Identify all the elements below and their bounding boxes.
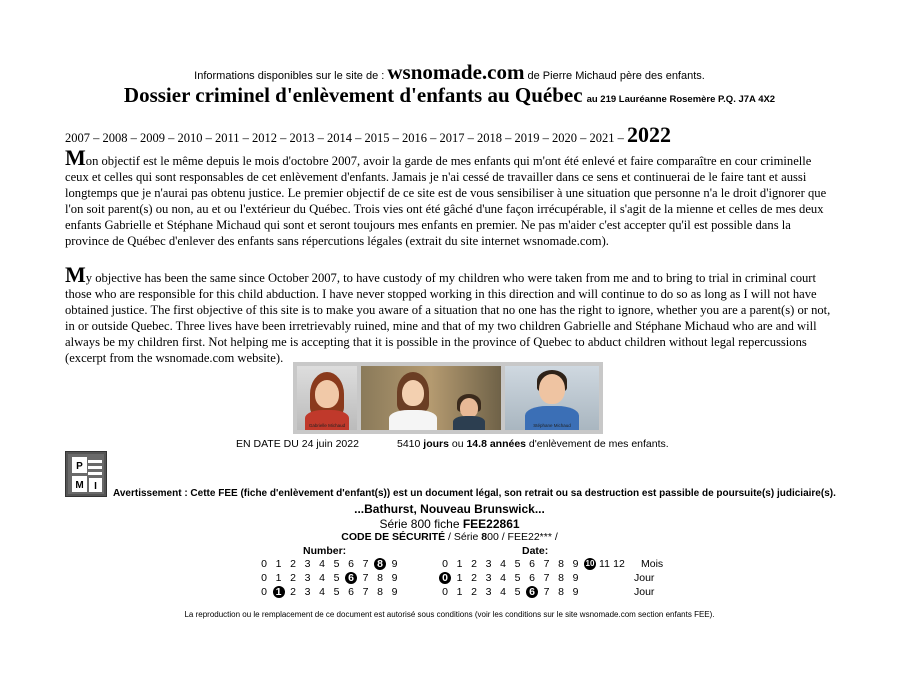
years-count: 14.8 années (466, 438, 527, 450)
legal-warning: Avertissement : Cette FEE (fiche d'enlèvement d'enfant(s)) est un document légal, son retrait ou sa destruction est passible de poursuite(s) judiciaire(s). (113, 488, 836, 499)
date-digit: 7 (543, 558, 550, 570)
number-digit: 7 (362, 572, 369, 584)
footer-note: La reproduction ou le remplacement de ce document est autorisé sous conditions (voir les conditions sur le site wsnomade.com section enfants FEE). (184, 610, 715, 619)
date-digit: 0 (439, 572, 451, 584)
security-rest-b: 8 (481, 531, 488, 543)
number-digit: 9 (391, 586, 398, 598)
date-digit: 4 (500, 572, 506, 584)
number-digit: 8 (374, 558, 386, 570)
serie-line (0, 517, 899, 531)
number-digit: 1 (273, 586, 285, 598)
paragraph-english (65, 262, 835, 366)
date-digit: 11 (599, 558, 610, 570)
number-digit: 4 (319, 558, 325, 570)
date-digit: 2 (471, 586, 477, 598)
date-digit: 7 (543, 586, 550, 598)
info-line (0, 60, 899, 85)
paragraph-french (65, 145, 835, 249)
date-row-label: Jour (634, 586, 655, 598)
paragraph-english-text: y objective has been the same since October 2007, to have custody of my children who were taken from me and to bring to trial in criminal court those who are responsible for this child abduction. I have never stopped working in this direction and will continue to do so as long as I will not have obtained justice. The first objective of this site is to make you aware of a situation that no one has the right to ignore, whether you are a parent(s) or not, in or outside Quebec. Three lives have been irretrievably ruined, mine and that of my two children Gabrielle and Stéphane Michaud who are and will always be my children first. Not helping me is accepting that it is possible in the province of Quebec to abduct children without legal repercussions (excerpt from the wsnomade.com website). (65, 271, 831, 365)
pmi-letter-i: I (94, 481, 97, 492)
or-word: ou (448, 438, 467, 450)
caption-right: Stéphane Michaud (533, 423, 571, 428)
number-digit: 1 (275, 558, 282, 570)
date-digit: 5 (514, 572, 521, 584)
number-digit: 9 (391, 572, 398, 584)
date-digit: 3 (485, 558, 492, 570)
info-prefix: Informations disponibles sur le site de : (194, 70, 388, 82)
number-digit: 4 (319, 586, 325, 598)
date-digit: 7 (543, 572, 550, 584)
security-rest-a: / Série (445, 531, 482, 543)
date-digit: 1 (456, 572, 463, 584)
number-digit: 3 (304, 558, 311, 570)
address: au 219 Lauréanne Rosemère P.Q. J7A 4X2 (586, 94, 776, 105)
date-row-label: Jour (634, 572, 655, 584)
fiche-code: FEE22861 (462, 517, 520, 531)
number-digit: 4 (319, 572, 325, 584)
date-label: EN DATE DU 24 juin 2022 (236, 438, 359, 450)
number-digit: 0 (261, 558, 267, 570)
number-digit: 7 (362, 586, 369, 598)
security-code-line (0, 531, 899, 543)
current-year: 2022 (627, 122, 672, 147)
place-line: ...Bathurst, Nouveau Brunswick... (354, 502, 545, 516)
date-row-label: Mois (641, 558, 664, 570)
number-digit: 5 (333, 558, 340, 570)
number-digit: 9 (391, 558, 398, 570)
duration (397, 438, 669, 450)
number-digit: 7 (362, 558, 369, 570)
title-line (0, 83, 899, 108)
number-digit: 0 (261, 572, 267, 584)
serie-prefix: Série 800 fiche (379, 517, 463, 531)
duration-suffix: d'enlèvement de mes enfants. (526, 438, 669, 450)
years-list: 2007 – 2008 – 2009 – 2010 – 2011 – 2012 – 2013 – 2014 – 2015 – 2016 – 2017 – 2018 – 2019 – 2020 – 2021 – (65, 131, 628, 145)
date-digit: 2 (471, 572, 477, 584)
photo-two-children (361, 366, 501, 430)
number-digit: 2 (290, 586, 296, 598)
site-link[interactable]: wsnomade.com (387, 60, 525, 84)
security-label: CODE DE SÉCURITÉ (341, 531, 446, 543)
number-digit: 8 (377, 572, 383, 584)
info-suffix: de Pierre Michaud père des enfants. (524, 70, 705, 82)
number-digit: 5 (333, 572, 340, 584)
date-digit: 8 (558, 558, 564, 570)
date-digit: 9 (572, 572, 579, 584)
date-digit: 12 (613, 558, 625, 570)
number-digit: 5 (333, 586, 340, 598)
security-rest-c: 00 / FEE22*** / (487, 531, 558, 543)
date-digit: 3 (485, 586, 492, 598)
page-title: Dossier criminel d'enlèvement d'enfants au Québec (123, 83, 583, 107)
years-line (65, 122, 671, 148)
photo-stephane (505, 366, 599, 430)
date-digit: 1 (456, 558, 463, 570)
drop-cap-french: M (65, 145, 86, 170)
paragraph-french-text: on objectif est le même depuis le mois d'octobre 2007, avoir la garde de mes enfants qui m'ont été enlevé et faire comparaître en cour criminelle ceux et celles qui sont responsables de cet enlèvement d'enfants. Jamais je n'ai cessé de travailler dans ce sens et continuerai de le faire tant et aussi longtemps que je n'aurai pas obtenu justice. Le premier objectif de ce site est de vous sensibiliser à une situation que personne n'a le droit d'ignorer que l'on soit parent(s) ou non, au et ou l'extérieur du Québec. Trois vies ont été gâché d'une façon irrécupérable, il s'agit de la mienne et celles de mes deux enfants Gabrielle et Stéphane Michaud qui sont et seront toujours mes enfants en premier. Ne pas m'aider c'est accepter qu'il est possible dans la province de Québec d'enlever des enfants sans répercutions légales (extrait du site internet wsnomade.com). (65, 154, 827, 248)
date-digit: 0 (442, 586, 448, 598)
date-digit: 10 (585, 559, 595, 568)
number-digit: 2 (290, 572, 296, 584)
photo-gabrielle (297, 366, 357, 430)
children-photo (293, 362, 603, 434)
date-digit: 6 (526, 586, 538, 598)
date-digit: 5 (514, 586, 521, 598)
date-digit: 0 (442, 558, 448, 570)
number-digit: 3 (304, 572, 311, 584)
date-digit: 9 (572, 558, 579, 570)
date-digit: 6 (529, 572, 535, 584)
days-count: 5410 (397, 438, 421, 450)
drop-cap-english: M (65, 262, 86, 287)
date-digit: 3 (485, 572, 492, 584)
date-grid-label: Date: (522, 545, 549, 557)
number-digit: 6 (348, 558, 354, 570)
date-digit: 6 (529, 558, 535, 570)
date-digit: 8 (558, 586, 564, 598)
pmi-letter-m: M (75, 480, 84, 491)
number-digit: 6 (345, 572, 357, 584)
date-digit: 1 (456, 586, 463, 598)
number-digit: 8 (377, 586, 383, 598)
date-digit: 5 (514, 558, 521, 570)
date-digit: 4 (500, 586, 506, 598)
days-word: jours (423, 438, 449, 450)
date-digit: 8 (558, 572, 564, 584)
pmi-letter-p: P (76, 461, 83, 472)
number-digit: 1 (275, 572, 282, 584)
number-digit: 3 (304, 586, 311, 598)
number-digit: 6 (348, 586, 354, 598)
number-label: Number: (303, 545, 347, 557)
number-digit: 0 (261, 586, 267, 598)
date-digit: 9 (572, 586, 579, 598)
date-digit: 4 (500, 558, 506, 570)
number-digit: 2 (290, 558, 296, 570)
caption-left: Gabrielle Michaud (308, 423, 346, 428)
date-digit: 2 (471, 558, 477, 570)
document-icon (65, 451, 107, 497)
